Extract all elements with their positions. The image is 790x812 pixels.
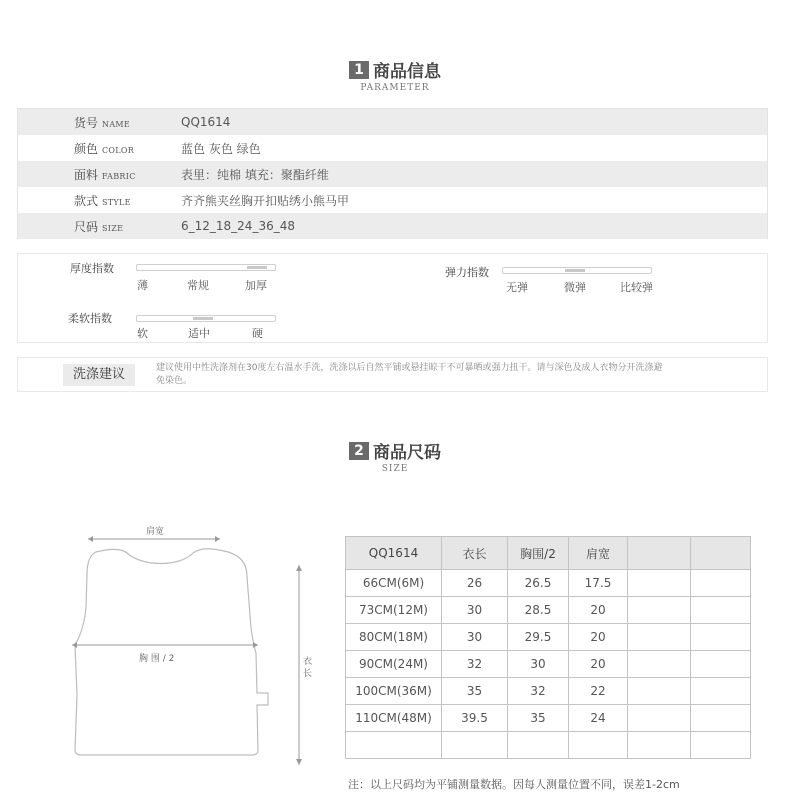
table-row	[346, 705, 751, 732]
param-value: 6_12_18_24_36_48	[181, 219, 295, 233]
chest-label: 胸 围 / 2	[137, 651, 176, 664]
elasticity-bar	[502, 267, 652, 274]
table-cell	[628, 570, 691, 597]
table-cell: 17.5	[569, 570, 628, 597]
table-cell: 80CM(18M)	[346, 624, 442, 651]
table-cell: 28.5	[508, 597, 569, 624]
softness-label: 柔软指数	[68, 312, 112, 325]
table-row	[346, 624, 751, 651]
table-cell: 32	[508, 678, 569, 705]
section-subtitle: PARAMETER	[360, 83, 430, 93]
table-cell: 22	[569, 678, 628, 705]
table-row	[346, 651, 751, 678]
param-label: 颜色 COLOR	[74, 141, 135, 156]
thickness-marker	[247, 266, 267, 269]
header-cell	[691, 537, 751, 570]
softness-bar	[136, 315, 276, 322]
table-cell	[628, 651, 691, 678]
thickness-option: 加厚	[245, 279, 267, 292]
table-cell: 30	[508, 651, 569, 678]
param-label: 货号 NAME	[74, 115, 131, 130]
header-cell	[628, 537, 691, 570]
elasticity-option: 比较弹	[620, 281, 653, 294]
elasticity-marker	[565, 269, 585, 272]
table-cell	[508, 732, 569, 759]
table-cell	[628, 678, 691, 705]
parameter-table	[17, 108, 768, 239]
table-cell: 30	[442, 597, 508, 624]
param-row-name	[18, 109, 767, 135]
length-label-1: 衣	[303, 657, 313, 667]
table-cell	[691, 597, 751, 624]
section-number: 2	[349, 442, 369, 460]
vest-diagram	[60, 515, 320, 775]
size-table-header	[346, 537, 751, 570]
param-value: 表里：纯棉 填充：聚酯纤维	[181, 167, 329, 182]
section-parameter-heading	[0, 57, 790, 93]
table-cell: 35	[442, 678, 508, 705]
elasticity-option: 微弹	[564, 281, 586, 294]
size-table	[345, 536, 751, 759]
table-cell	[628, 732, 691, 759]
section-number: 1	[349, 61, 369, 79]
param-label: 款式 STYLE	[74, 193, 131, 208]
thickness-bar	[136, 264, 276, 271]
table-row	[346, 597, 751, 624]
elasticity-label: 弹力指数	[445, 266, 489, 279]
table-cell: 20	[569, 624, 628, 651]
measurement-note: 注：以上尺码均为平铺测量数据。因每人测量位置不同，误差1-2cm	[348, 778, 680, 791]
table-cell: 100CM(36M)	[346, 678, 442, 705]
softness-marker	[193, 317, 213, 320]
table-cell	[628, 624, 691, 651]
section-subtitle: SIZE	[381, 464, 409, 474]
table-cell	[691, 570, 751, 597]
param-value: 蓝色 灰色 绿色	[181, 141, 261, 156]
header-cell: 胸围/2	[508, 537, 569, 570]
param-row-style	[18, 187, 767, 213]
param-value: QQ1614	[181, 115, 231, 129]
elasticity-option: 无弹	[506, 281, 528, 294]
table-cell: 20	[569, 651, 628, 678]
arrow-up-icon	[296, 565, 302, 571]
table-cell: 30	[442, 624, 508, 651]
table-cell: 90CM(24M)	[346, 651, 442, 678]
header-cell: QQ1614	[346, 537, 442, 570]
table-cell: 39.5	[442, 705, 508, 732]
table-cell: 24	[569, 705, 628, 732]
thickness-label: 厚度指数	[70, 262, 114, 275]
table-cell	[691, 705, 751, 732]
wash-advice-text: 建议使用中性洗涤剂在30度左右温水手洗，洗涤以后自然平铺或悬挂晾干不可暴晒或强力扭干。请与深色及成人衣物分开洗涤避免染色。	[156, 363, 663, 386]
table-cell: 73CM(12M)	[346, 597, 442, 624]
section-size-heading	[0, 438, 790, 474]
softness-option: 硬	[252, 327, 263, 340]
param-row-color	[18, 135, 767, 161]
table-cell: 66CM(6M)	[346, 570, 442, 597]
thickness-option: 薄	[137, 279, 148, 292]
table-cell: 110CM(48M)	[346, 705, 442, 732]
indices-panel	[17, 253, 768, 343]
param-label: 尺码 SIZE	[74, 219, 124, 234]
table-cell	[691, 732, 751, 759]
arrow-down-icon	[296, 759, 302, 765]
param-row-size	[18, 213, 767, 239]
arrow-right-icon	[253, 642, 258, 648]
wash-advice-label: 洗涤建议	[63, 364, 135, 386]
table-cell: 26.5	[508, 570, 569, 597]
arrow-right-icon	[215, 536, 220, 542]
table-cell: 32	[442, 651, 508, 678]
table-cell	[569, 732, 628, 759]
table-cell	[628, 705, 691, 732]
table-cell	[628, 597, 691, 624]
section-title: 商品尺码	[373, 443, 441, 463]
table-row	[346, 732, 751, 759]
table-cell	[346, 732, 442, 759]
table-row	[346, 678, 751, 705]
section-title: 商品信息	[373, 62, 441, 82]
table-cell: 26	[442, 570, 508, 597]
softness-option: 软	[137, 327, 148, 340]
shoulder-label: 肩宽	[146, 527, 165, 537]
table-cell	[691, 678, 751, 705]
table-cell	[691, 651, 751, 678]
table-cell	[442, 732, 508, 759]
arrow-left-icon	[88, 536, 93, 542]
wash-advice-panel	[17, 357, 768, 392]
thickness-option: 常规	[187, 279, 209, 292]
table-cell	[691, 624, 751, 651]
header-cell: 衣长	[442, 537, 508, 570]
header-cell: 肩宽	[569, 537, 628, 570]
table-cell: 35	[508, 705, 569, 732]
softness-option: 适中	[188, 327, 210, 340]
table-cell: 29.5	[508, 624, 569, 651]
param-value: 齐齐熊夹丝胸开扣贴绣小熊马甲	[181, 193, 350, 208]
table-cell: 20	[569, 597, 628, 624]
param-row-fabric	[18, 161, 767, 187]
length-label-2: 长	[303, 669, 313, 679]
param-label: 面料 FABRIC	[74, 167, 136, 182]
table-row	[346, 570, 751, 597]
